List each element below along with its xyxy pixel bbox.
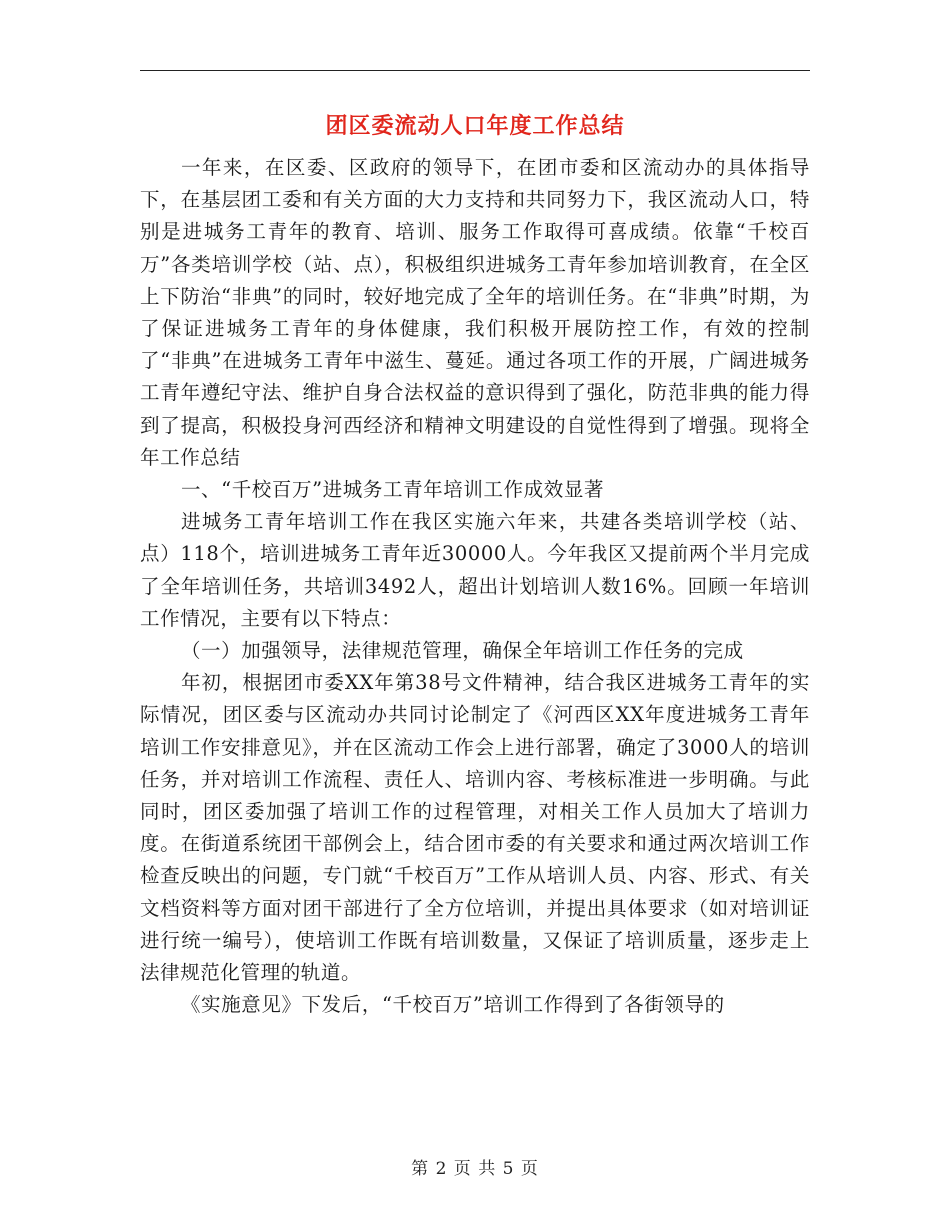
header-rule xyxy=(140,70,810,71)
intro-paragraph: 一年来，在区委、区政府的领导下，在团市委和区流动办的具体指导下，在基层团工委和有关方面的大力支持和共同努力下，我区流动人口，特别是进城务工青年的教育、培训、服务工作取得可喜成绩。依靠“千校百万”各类培训学校（站、点），积极组织进城务工青年参加培训教育，在全区上下防治“非典”的同时，较好地完成了全年的培训任务。在“非典”时期，为了保证进城务工青年的身体健康，我们积极开展防控工作，有效的控制了“非典”在进城务工青年中滋生、蔓延。通过各项工作的开展，广阔进城务工青年遵纪守法、维护自身合法权益的意识得到了强化，防范非典的能力得到了提高，积极投身河西经济和精神文明建设的自觉性得到了增强。现将全年工作总结 xyxy=(140,156,810,469)
document-title: 团区委流动人口年度工作总结 xyxy=(325,114,625,139)
document-body xyxy=(140,152,810,1021)
subsection-heading-1: （一）加强领导，法律规范管理，确保全年培训工作任务的完成 xyxy=(180,639,744,663)
subsection-1-paragraph: 年初，根据团市委XX年第38号文件精神，结合我区进城务工青年的实际情况，团区委与区流动办共同讨论制定了《河西区XX年度进城务工青年培训工作安排意见》，并在区流动工作会上进行部署，确定了3000人的培训任务，并对培训工作流程、责任人、培训内容、考核标准进一步明确。与此同时，团区委加强了培训工作的过程管理，对相关工作人员加大了培训力度。在街道系统团干部例会上，结合团市委的有关要求和通过两次培训工作检查反映出的问题，专门就“千校百万”工作从培训人员、内容、形式、有关文档资料等方面对团干部进行了全方位培训，并提出具体要求（如对培训证进行统一编号），使培训工作既有培训数量，又保证了培训质量，逐步走上法律规范化管理的轨道。 xyxy=(140,671,810,985)
continuation-paragraph: 《实施意见》下发后，“千校百万”培训工作得到了各街领导的 xyxy=(180,993,725,1017)
section-heading-1: 一、“千校百万”进城务工青年培训工作成效显著 xyxy=(180,478,605,502)
page-number-footer: 第 2 页 共 5 页 xyxy=(411,1159,539,1179)
section-1-paragraph: 进城务工青年培训工作在我区实施六年来，共建各类培训学校（站、点）118个，培训进城务工青年近30000人。今年我区又提前两个半月完成了全年培训任务，共培训3492人，超出计划培训人数16%。回顾一年培训工作情况，主要有以下特点： xyxy=(140,510,810,630)
